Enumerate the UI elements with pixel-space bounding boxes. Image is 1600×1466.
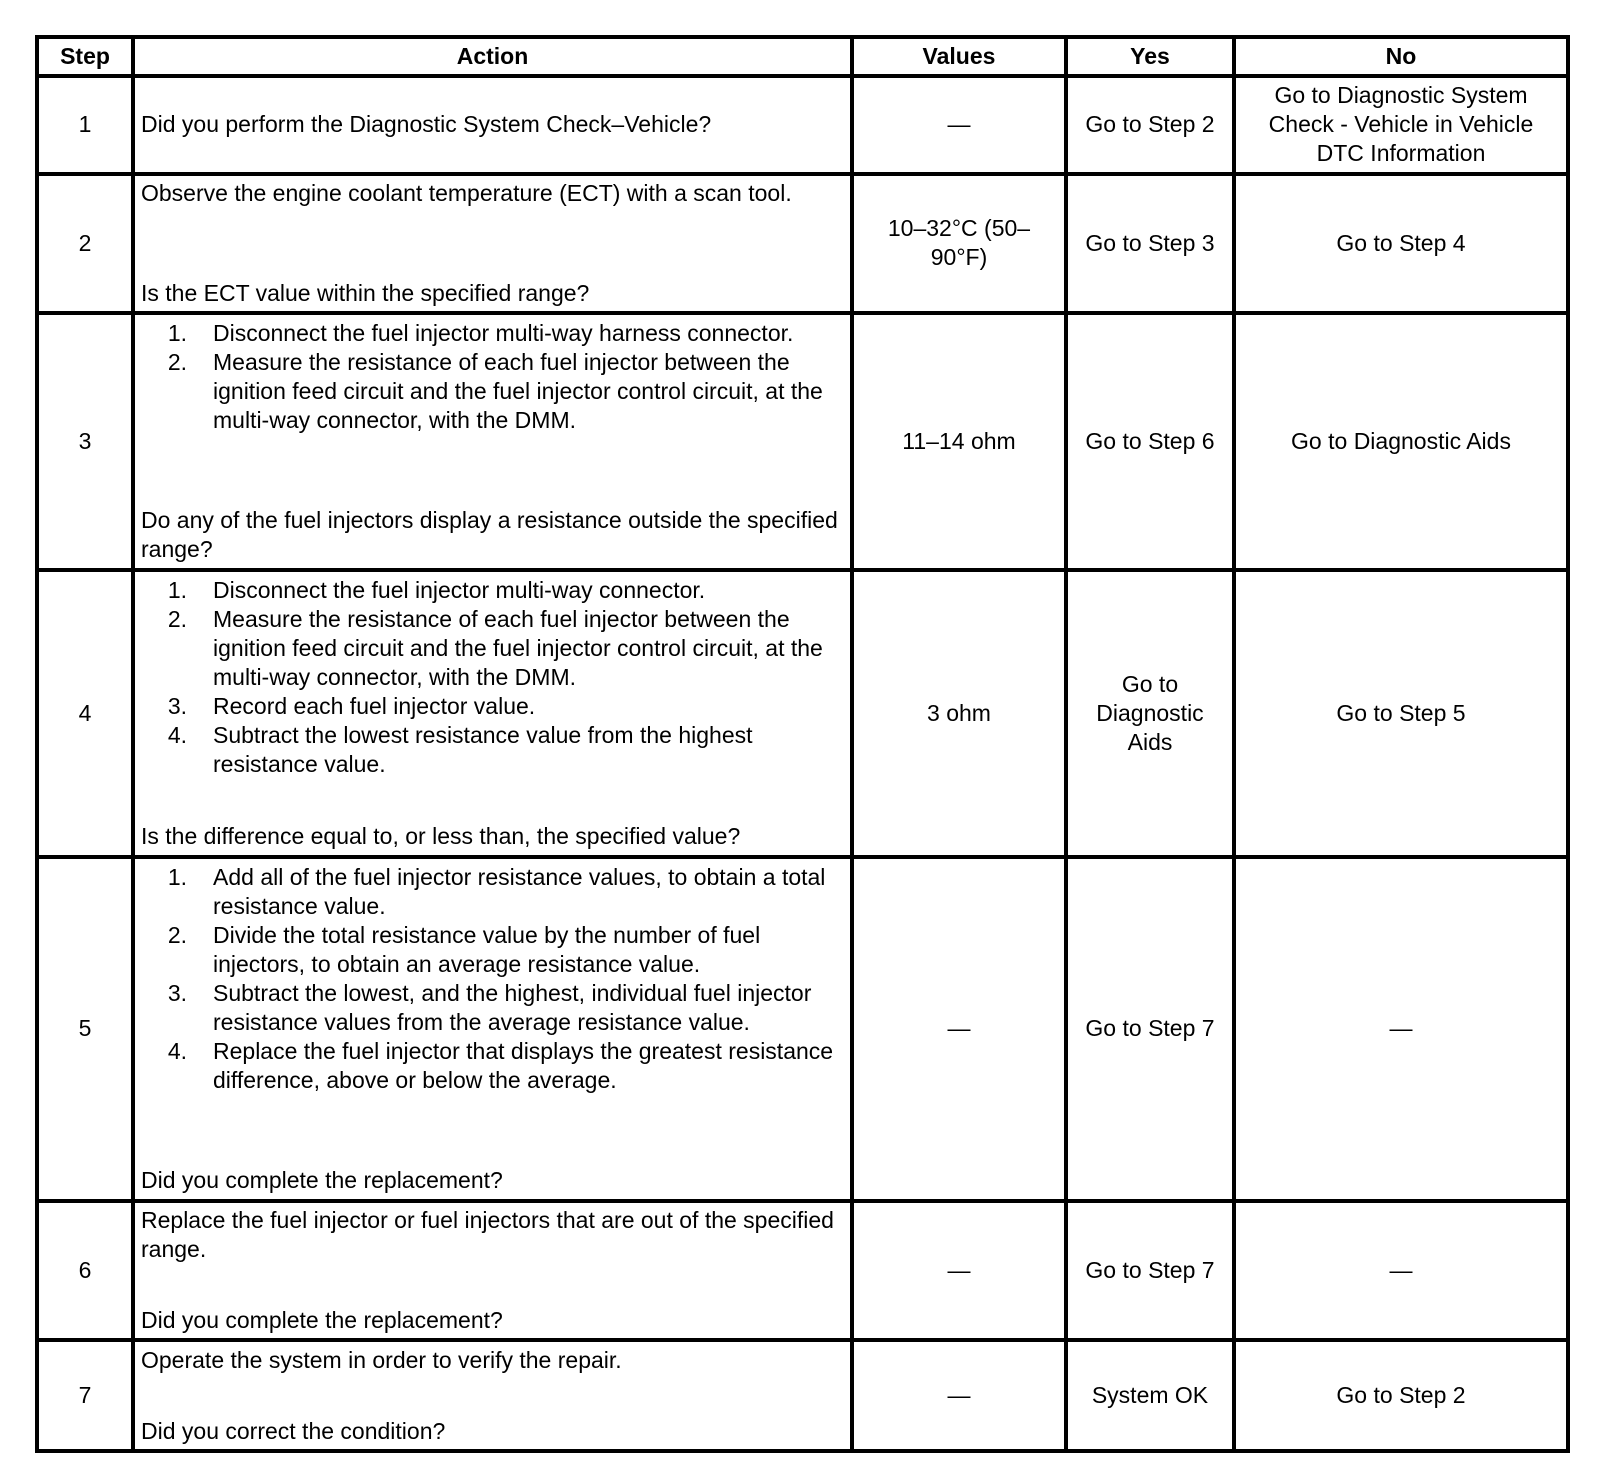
action-intro: Operate the system in order to verify the repair. [141,1346,622,1373]
yes-cell: Go to Step 7 [1066,857,1234,1201]
no-cell: Go to Step 4 [1234,174,1568,314]
header-step: Step [37,37,133,76]
yes-cell: Go to Step 2 [1066,76,1234,174]
action-cell [133,76,852,174]
header-yes: Yes [1066,37,1234,76]
action-cell [133,313,852,569]
values-cell: 3 ohm [852,570,1066,857]
no-cell: — [1234,1201,1568,1341]
no-cell: Go to Step 5 [1234,570,1568,857]
list-item: 1. Disconnect the fuel injector multi-way harness connector. [167,320,794,347]
action-question: Did you complete the replacement? [141,1166,503,1193]
no-cell: Go to Diagnostic System Check - Vehicle in Vehicle DTC Information [1234,76,1568,174]
step-number: 3 [37,313,133,569]
list-item: 2. Measure the resistance of each fuel injector between the ignition feed circuit and the fuel injector control circuit, at the multi-way connector, with the DMM. [167,349,823,434]
no-cell: Go to Diagnostic Aids [1234,313,1568,569]
action-steps [141,863,844,1095]
list-item: 1. Disconnect the fuel injector multi-way connector. [167,576,706,603]
step-number: 4 [37,570,133,857]
action-intro: Replace the fuel injector or fuel injectors that are out of the specified range. [141,1206,834,1262]
values-cell: — [852,1201,1066,1341]
diagnostic-table [35,35,1570,1453]
no-cell: — [1234,857,1568,1201]
values-cell: — [852,76,1066,174]
yes-cell: Go to Step 7 [1066,1201,1234,1341]
list-item: 2. Divide the total resistance value by the number of fuel injectors, to obtain an average resistance value. [167,921,761,977]
values-text: 10–32°C (50–90°F) [887,215,1031,271]
header-no: No [1234,37,1568,76]
table-row [37,174,1568,314]
yes-cell: System OK [1066,1340,1234,1451]
table-row [37,1340,1568,1451]
header-values: Values [852,37,1066,76]
table-row [37,313,1568,569]
action-question: Did you complete the replacement? [141,1306,503,1333]
action-cell [133,1201,852,1341]
list-item: 4. Subtract the lowest resistance value from the highest resistance value. [167,721,753,777]
table-row [37,76,1568,174]
step-number: 5 [37,857,133,1201]
values-cell: 11–14 ohm [852,313,1066,569]
step-number: 6 [37,1201,133,1341]
yes-cell: Go to Step 6 [1066,313,1234,569]
action-cell [133,1340,852,1451]
list-item: 2. Measure the resistance of each fuel injector between the ignition feed circuit and the fuel injector control circuit, at the multi-way connector, with the DMM. [167,605,823,690]
yes-cell [1066,570,1234,857]
list-item: 3. Record each fuel injector value. [167,692,536,719]
action-cell [133,570,852,857]
action-intro: Did you perform the Diagnostic System Check–Vehicle? [141,111,712,138]
step-number: 1 [37,76,133,174]
list-item: 3. Subtract the lowest, and the highest, individual fuel injector resistance values from the average resistance value. [167,979,812,1035]
step-number: 7 [37,1340,133,1451]
step-number: 2 [37,174,133,314]
values-cell: — [852,1340,1066,1451]
header-action: Action [133,37,852,76]
list-item: 1. Add all of the fuel injector resistance values, to obtain a total resistance value. [167,863,826,919]
action-steps [141,576,844,779]
action-question: Is the ECT value within the specified range? [141,279,590,306]
values-cell: — [852,857,1066,1201]
yes-text: Go to Diagnostic Aids [1096,670,1204,755]
action-intro: Observe the engine coolant temperature (ECT) with a scan tool. [141,179,792,206]
table-row [37,1201,1568,1341]
no-cell: Go to Step 2 [1234,1340,1568,1451]
action-question: Is the difference equal to, or less than, the specified value? [141,822,741,849]
action-question: Did you correct the condition? [141,1417,446,1444]
action-steps [141,319,844,435]
list-item: 4. Replace the fuel injector that displays the greatest resistance difference, above or below the average. [167,1037,834,1093]
action-cell [133,174,852,314]
action-cell [133,857,852,1201]
table-row [37,857,1568,1201]
values-cell [852,174,1066,314]
header-row [37,37,1568,76]
yes-cell: Go to Step 3 [1066,174,1234,314]
action-question: Do any of the fuel injectors display a resistance outside the specified range? [141,507,838,563]
table-row [37,570,1568,857]
